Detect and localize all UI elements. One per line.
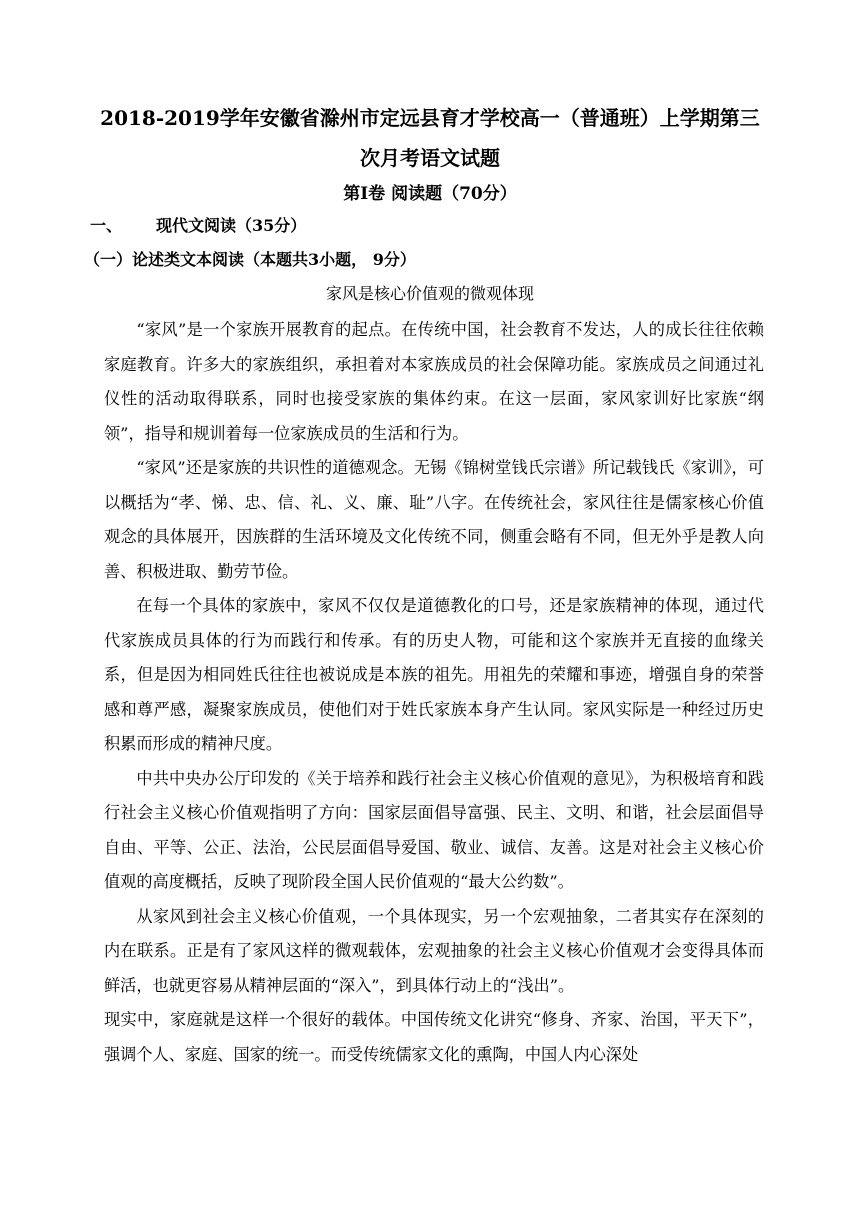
exam-title-line-2: 次月考语文试题 <box>360 146 500 170</box>
paragraph: 现实中，家庭就是这样一个很好的载体。中国传统文化讲究“修身、齐家、治国，平天下”，强调个人、家庭、国家的统一。而受传统儒家文化的熏陶，中国人内心深处 <box>104 1010 764 1064</box>
section-heading-1 <box>90 212 306 240</box>
article-title: 家风是核心价值观的微观体现 <box>325 284 534 303</box>
paragraph: “家风”是一个家族开展教育的起点。在传统中国，社会教育不发达，人的成长往往依赖家庭教育。许多大的家族组织，承担着对本家族成员的社会保障功能。家族成员之间通过礼仪性的活动取得联系，同时也接受家族的集体约束。在这一层面，家风家训好比家族“纲领”，指导和规训着每一位家族成员的生活和行为。 <box>104 320 764 443</box>
article-body <box>104 313 764 1072</box>
part-heading: 第Ⅰ卷 阅读题（70分） <box>343 184 517 204</box>
exam-title-line-1: 2018-2019学年安徽省滁州市定远县育才学校高一（普通班）上学期第三 <box>100 106 760 130</box>
paragraph: 在每一个具体的家族中，家风不仅仅是道德教化的口号，还是家族精神的体现，通过代代家族成员具体的行为而践行和传承。有的历史人物，可能和这个家族并无直接的血缘关系，但是因为相同姓氏往往也被说成是本族的祖先。用祖先的荣耀和事迹，增强自身的荣誉感和尊严感，凝聚家族成员，使他们对于姓氏家族本身产生认同。家风实际是一种经过历史积累而形成的精神尺度。 <box>104 596 764 753</box>
section-number: 一、 <box>90 216 123 235</box>
section-heading-2: （一）论述类文本阅读（本题共3小题， 9分） <box>84 250 416 269</box>
paragraph: “家风”还是家族的共识性的道德观念。无锡《锦树堂钱氏宗谱》所记载钱氏《家训》，可以概括为“孝、悌、忠、信、礼、义、廉、耻”八字。在传统社会，家风往往是儒家核心价值观念的具体展开，因族群的生活环境及文化传统不同，侧重会略有不同，但无外乎是教人向善、积极进取、勤劳节俭。 <box>104 458 764 581</box>
paragraph: 中共中央办公厅印发的《关于培养和践行社会主义核心价值观的意见》，为积极培育和践行社会主义核心价值观指明了方向：国家层面倡导富强、民主、文明、和谐，社会层面倡导自由、平等、公正、法治，公民层面倡导爱国、敬业、诚信、友善。这是对社会主义核心价值观的高度概括，反映了现阶段全国人民价值观的“最大公约数”。 <box>104 768 764 891</box>
section-title: 现代文阅读（35分） <box>156 216 307 235</box>
paragraph: 从家风到社会主义核心价值观，一个具体现实，另一个宏观抽象，二者其实存在深刻的内在联系。正是有了家风这样的微观载体，宏观抽象的社会主义核心价值观才会变得具体而鲜活，也就更容易从精神层面的“深入”，到具体行动上的“浅出”。 <box>104 906 764 995</box>
